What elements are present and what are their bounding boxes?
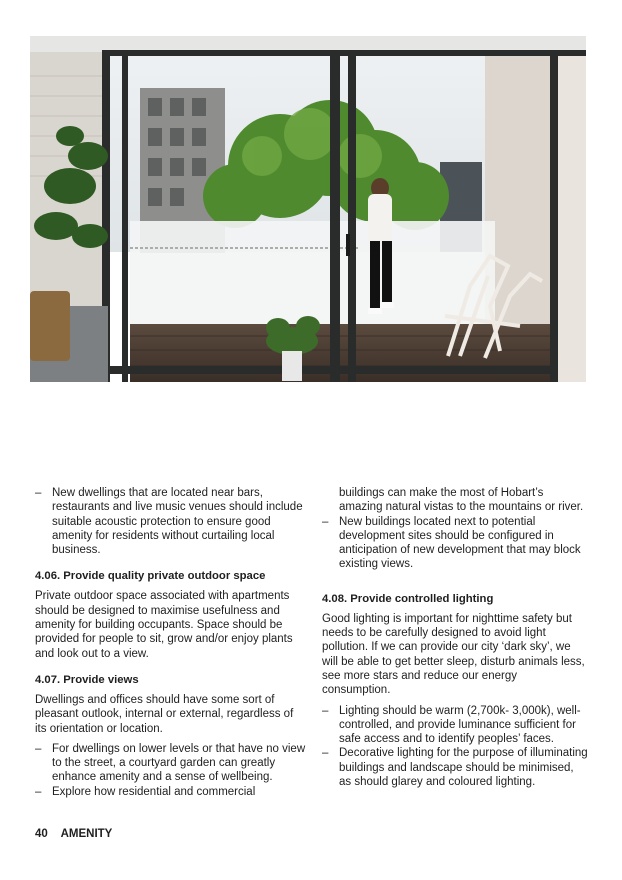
left-column: [35, 486, 307, 799]
list-item: – Lighting should be warm (2,700k- 3,000k), well-controlled, and provide luminance sufficient for safe access and to identify peoples’ faces.: [322, 704, 588, 747]
views-bullets: [35, 742, 307, 799]
section-body-4-07: Dwellings and offices should have some sort of pleasant outlook, internal or external, regardless of its orientation or location.: [35, 693, 294, 735]
lighting-bullets: [322, 704, 588, 790]
section-name: AMENITY: [60, 828, 113, 840]
balcony-photo: [30, 36, 586, 382]
section-heading-4-07: 4.07. Provide views: [35, 673, 139, 686]
development-bullets: [322, 515, 588, 572]
list-item: – Explore how residential and commercial: [35, 785, 307, 799]
list-item: – For dwellings on lower levels or that have no view to the street, a courtyard garden can greatly enhance amenity and a sense of wellbeing.: [35, 742, 307, 785]
section-body-4-08: Good lighting is important for nighttime safety but needs to be carefully designed to avoid light pollution. If we can provide our city ‘dark sky’, we will be able to get better sleep, disturb animals less, see more stars and reduce our energy consumption.: [322, 612, 585, 697]
list-item: – Decorative lighting for the purpose of illuminating buildings and landscape should be minimised, as should glarey and coloured lighting.: [322, 746, 588, 789]
section-heading-4-08: 4.08. Provide controlled lighting: [322, 592, 494, 605]
continued-text: buildings can make the most of Hobart’s amazing natural vistas to the mountains or river.: [339, 487, 584, 514]
intro-bullets: [35, 486, 307, 557]
list-item: – New buildings located next to potential development sites should be configured in anticipation of new development that may block existing views.: [322, 515, 588, 572]
list-item: – New dwellings that are located near bars, restaurants and live music venues should include suitable acoustic protection to ensure good amenity for residents without curtailing local business.: [35, 486, 307, 557]
section-heading-4-06: 4.06. Provide quality private outdoor space: [35, 570, 266, 583]
page-footer: [35, 828, 112, 840]
section-body-4-06: Private outdoor space associated with apartments should be designed to maximise usefulness and amenity for building occupants. Space should be provided for people to sit, grow and/or enjoy plants and look out to a view.: [35, 590, 293, 660]
page-number: 40: [35, 828, 48, 840]
right-column: [322, 486, 588, 789]
